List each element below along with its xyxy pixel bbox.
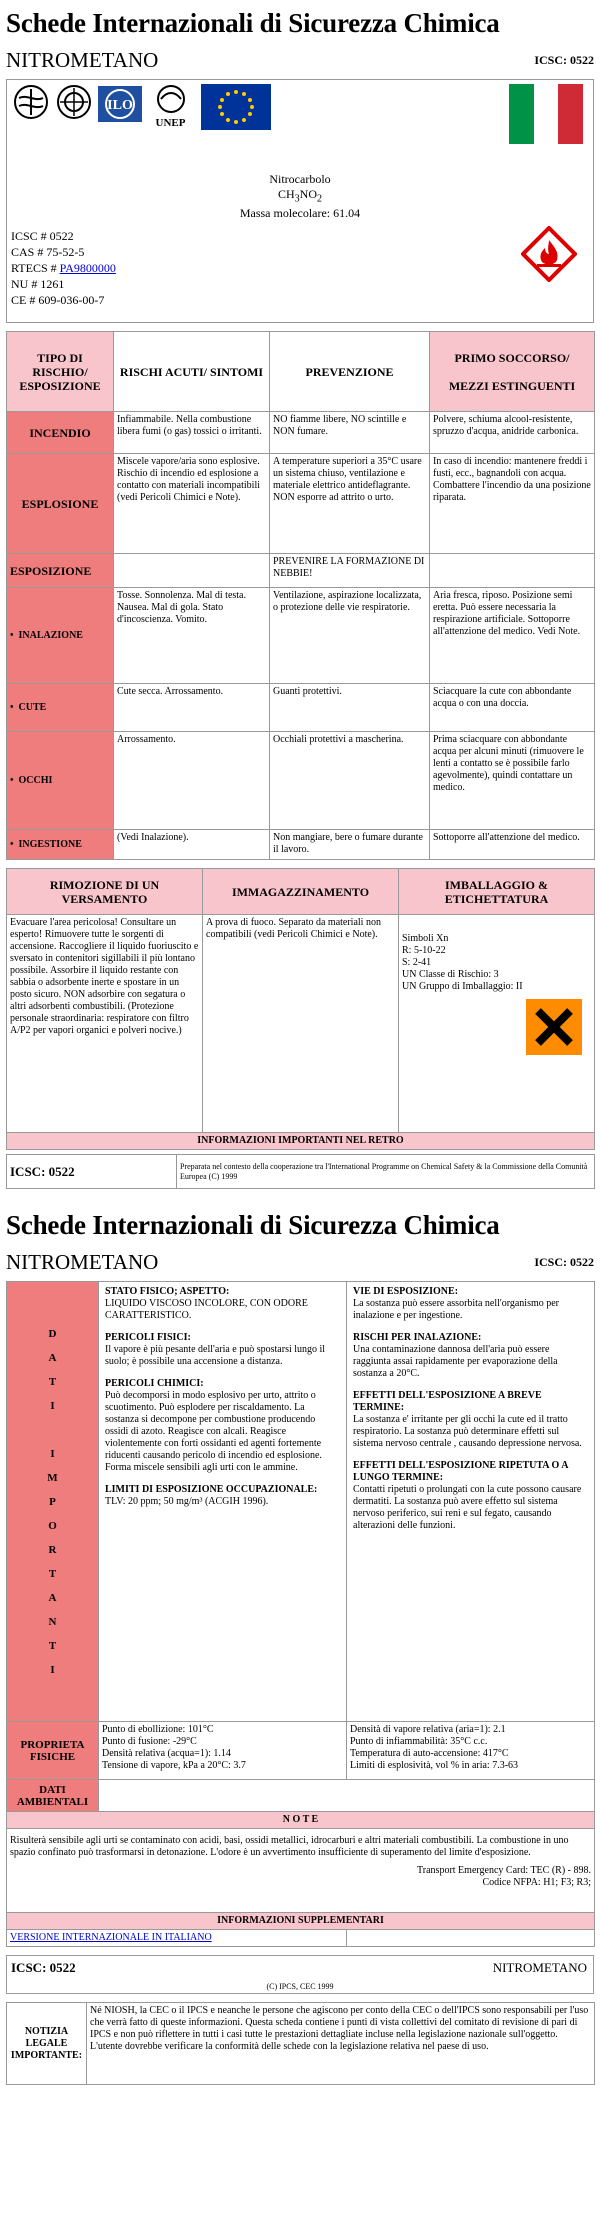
cute-prevention: Guanti protettivi. (270, 684, 430, 732)
unep-label: UNEP (155, 117, 186, 129)
header-spill: RIMOZIONE DI UN VERSAMENTO (7, 869, 203, 915)
row-label-cute: • CUTE (7, 684, 114, 732)
id-numbers (11, 228, 116, 308)
supplementary-empty (347, 1930, 595, 1947)
page2-footer (7, 1956, 594, 1994)
notes-header: N O T E (7, 1812, 595, 1829)
eu-flag-icon (201, 84, 271, 134)
supplementary-header: INFORMAZIONI SUPPLEMENTARI (7, 1913, 595, 1930)
wmo-logo-icon (56, 84, 92, 124)
page2-substance-name: NITROMETANO (6, 1250, 159, 1274)
flammable-pictogram-icon (521, 226, 577, 286)
substance-header (6, 48, 594, 73)
environmental-data-empty (99, 1780, 595, 1812)
chemical-formula: $CH_3NO_2$ (277, 187, 322, 205)
substance-name: NITROMETANO (6, 48, 159, 72)
page2-footer-icsc: ICSC: 0522 (11, 1960, 76, 1975)
tec-card: Transport Emergency Card: TEC (R) - 898. (417, 1865, 591, 1876)
physical-properties-label: PROPRIETA FISICHE (7, 1722, 99, 1780)
italy-flag-icon (509, 84, 583, 148)
unep-logo-icon (149, 84, 193, 129)
molar-mass: Massa molecolare: 61.04 (239, 206, 361, 221)
column-header-type: TIPO DI RISCHIO/ ESPOSIZIONE (7, 332, 114, 412)
cute-first-aid: Sciacquare la cute con abbondante acqua o con una doccia. (430, 684, 595, 732)
page2-title: Schede Internazionali di Sicurezza Chimica (6, 1210, 500, 1240)
packaging-cell (399, 915, 595, 1133)
page-title: Schede Internazionali di Sicurezza Chimica (6, 8, 500, 38)
important-data-table (6, 1281, 595, 1947)
environmental-data-label: DATI AMBIENTALI (7, 1780, 99, 1812)
nfpa-code: Codice NFPA: H1; F3; R3; (482, 1877, 591, 1888)
footer-table (6, 1154, 595, 1189)
info-bar: INFORMAZIONI IMPORTANTI NEL RETRO (7, 1133, 595, 1150)
identity-block (7, 172, 593, 221)
row-label-esplosione: ESPLOSIONE (7, 454, 114, 554)
packaging-lines: Simboli Xn R: 5-10-22 S: 2-41 UN Classe di Rischio: 3 UN Gruppo di Imballaggio: II (402, 933, 523, 992)
important-right-column: VIE DI ESPOSIZIONE: La sostanza può essere assorbita nell'organismo per inalazione e per ingestione. RISCHI PER INALAZIONE: Una contaminazione dannosa dell'aria può essere raggiunta assai rapidamente per evaporazione della sostanza a 20°C. EFFETTI DELL'ESPOSIZIONE A BREVE TERMINE: La sostanza e' irritante per gli occhi la cute ed il tratto respiratorio. La sostanza può determinare effetti sul sistema nervoso centrale , causando depressione nervosa. EFFETTI DELL'ESPOSIZIONE RIPETUTA O A LUNGO TERMINE: Contatti ripetuti o prolungati con la cute possono causare dermatiti. La sostanza può avere effetto sul sistema nervoso periferico, sui reni e sul fegato, causando alterazioni delle funzioni. (347, 1282, 595, 1722)
synonym: Nitrocarbolo (269, 172, 331, 186)
esplosione-prevention: A temperature superiori a 35°C usare un sistema chiuso, ventilazione e materiale elettrico antideflagrante. NON esporre ad attrito o urto. (270, 454, 430, 554)
svg-text:ILO: ILO (107, 98, 133, 113)
hazard-table (6, 331, 595, 860)
important-left-column: STATO FISICO; ASPETTO: LIQUIDO VISCOSO INCOLORE, CON ODORE CARATTERISTICO. PERICOLI FISICI: Il vapore è più pesante dell'aria e può spostarsi lungo il suolo; è possibile una accensione a distanza. PERICOLI CHIMICI: Può decomporsi in modo esplosivo per urto, attrito o scuotimento. Può esplodere per riscaldamento. La sostanza si decompone per combustione producendo ossidi di azoto. Reagisce con alcali. Reagisce violentemente con forti ossidanti ed agenti fortemente riducenti causando pericolo di incendio ed esplosione. Forma miscele sensibili agli urti con le ammine. LIMITI DI ESPOSIZIONE OCCUPAZIONALE: TLV: 20 ppm; 50 mg/m³ (ACGIH 1996). (99, 1282, 347, 1722)
row-label-esposizione: ESPOSIZIONE (7, 554, 114, 588)
esplosione-first-aid: In caso di incendio: mantenere freddi i fusti, ecc., bagnandoli con acqua. Combattere l'incendio da una posizione riparata. (430, 454, 595, 554)
who-logo-icon (13, 84, 49, 124)
incendio-prevention: NO fiamme libere, NO scintille e NON fumare. (270, 412, 430, 454)
occhi-first-aid: Prima sciacquare con abbondante acqua per alcuni minuti (rimuovere le lenti a contatto se è possibile farlo agevolmente), quindi contattare un medico. (430, 732, 595, 830)
incendio-symptoms: Infiammabile. Nella combustione libera fumi (o gas) tossici o irritanti. (114, 412, 270, 454)
legal-notice-label: NOTIZIA LEGALE IMPORTANTE: (7, 2003, 87, 2085)
harmful-xn-pictogram-icon (526, 999, 591, 1059)
inalazione-first-aid: Aria fresca, riposo. Posizione semi eretta. Può essere necessaria la respirazione artificiale. Sottoporre all'attenzione del medico. Vedi Note. (430, 588, 595, 684)
column-header-first-aid: PRIMO SOCCORSO/ MEZZI ESTINGUENTI (430, 332, 595, 412)
row-label-inalazione: • INALAZIONE (7, 588, 114, 684)
ingestione-symptoms: (Vedi Inalazione). (114, 830, 270, 860)
italian-version-link[interactable]: VERSIONE INTERNAZIONALE IN ITALIANO (10, 1932, 212, 1943)
supplementary-link-cell (7, 1930, 347, 1947)
esplosione-symptoms: Miscele vapore/aria sono esplosive. Rischio di incendio ed esplosione a contatto con materiali incompatibili (vedi Pericoli Chimici e Note). (114, 454, 270, 554)
cute-symptoms: Cute secca. Arrossamento. (114, 684, 270, 732)
esposizione-empty-2 (430, 554, 595, 588)
esposizione-empty (114, 554, 270, 588)
header-storage: IMMAGAZZINAMENTO (203, 869, 399, 915)
row-label-incendio: INCENDIO (7, 412, 114, 454)
cas-number: CAS # 75-52-5 (11, 245, 85, 259)
ilo-logo-icon (98, 84, 142, 128)
row-label-ingestione: • INGESTIONE (7, 830, 114, 860)
header-packaging: IMBALLAGGIO & ETICHETTATURA (399, 869, 595, 915)
page-two (6, 1210, 594, 2085)
footer-icsc: ICSC: 0522 (7, 1155, 177, 1189)
ce-number: CE # 609-036-00-7 (11, 293, 105, 307)
physical-properties-left: Punto di ebollizione: 101°C Punto di fusione: -29°C Densità relativa (acqua=1): 1.14 Tensione di vapore, kPa a 20°C: 3.7 (99, 1722, 347, 1780)
column-header-acute: RISCHI ACUTI/ SINTOMI (114, 332, 270, 412)
rtecs-number: RTECS # PA9800000 (11, 261, 116, 275)
legal-notice-table (6, 2002, 595, 2085)
page2-substance-header (6, 1250, 594, 1275)
inalazione-prevention: Ventilazione, aspirazione localizzata, o protezione delle vie respiratorie. (270, 588, 430, 684)
vertical-label-dati-importanti: D A T I I M P O R T A N T I (7, 1282, 99, 1722)
notes-cell (7, 1829, 595, 1913)
storage-table (6, 868, 595, 1150)
copyright: (C) IPCS, CEC 1999 (266, 1982, 334, 1991)
legal-notice-text: Né NIOSH, la CEC o il IPCS e neanche le persone che agiscono per conto della CEC o dell'IPCS sono responsabili per l'uso che verrà fatto di queste informazioni. Questa scheda contiene i punti di vista collettivi del comitato di revisione di pari di IPCS e non può riflettere in tutti i casi tutte le prestazioni dettagliate incluse nella legislazione nazionale sull'oggetto. L'utente dovrebbe verificare la conformità delle schede con la legislazione relativa nel paese di uso. (87, 2003, 595, 2085)
icsc-line: ICSC # 0522 (11, 229, 74, 243)
rtecs-link[interactable]: PA9800000 (59, 261, 116, 275)
spill-text: Evacuare l'area pericolosa! Consultare un esperto! Rimuovere tutte le sorgenti di accensione. Raccogliere il liquido fuoriuscito e sversato in contenitori sigillabili il più lontano possibile. Assorbire il liquido restante con sabbia o adsorbente inerte e spostare in un posto sicuro. NON adsorbire con segatura o altri adsorbenti combustibili. (Protezione personale straordinaria: respiratore con filtro A/P2 per vapori organici e polveri nocive.) (7, 915, 203, 1133)
page2-icsc: ICSC: 0522 (534, 1255, 594, 1269)
storage-text: A prova di fuoco. Separato da materiali non compatibili (vedi Pericoli Chimici e Note). (203, 915, 399, 1133)
physical-properties-right: Densità di vapore relativa (aria=1): 2.1 Punto di infiammabilità: 35°C c.c. Temperatura di auto-accensione: 417°C Limiti di esplosività, vol % in aria: 7.3-63 (347, 1722, 595, 1780)
notes-text: Risulterà sensibile agli urti se contaminato con acidi, basi, ossidi metallici, idrocarburi e altri materiali combustibili. La combustione in uno spazio confinato può trasformarsi in detonazione. L'odore è un avvertimento insufficiente di superamento del limite d'esposizione. (10, 1835, 569, 1858)
ingestione-prevention: Non mangiare, bere o fumare durante il lavoro. (270, 830, 430, 860)
page2-footer-name: NITROMETANO (492, 1960, 587, 1975)
occhi-prevention: Occhiali protettivi a mascherina. (270, 732, 430, 830)
identity-table (6, 79, 594, 323)
nu-number: NU # 1261 (11, 277, 65, 291)
ingestione-first-aid: Sottoporre all'attenzione del medico. (430, 830, 595, 860)
occhi-symptoms: Arrossamento. (114, 732, 270, 830)
page-one (6, 8, 594, 1189)
incendio-first-aid: Polvere, schiuma alcool-resistente, spruzzo d'acqua, anidride carbonica. (430, 412, 595, 454)
column-header-prevention: PREVENZIONE (270, 332, 430, 412)
inalazione-symptoms: Tosse. Sonnolenza. Mal di testa. Nausea. Mal di gola. Stato d'incoscienza. Vomito. (114, 588, 270, 684)
row-label-occhi: • OCCHI (7, 732, 114, 830)
page2-footer-table (6, 1955, 594, 1994)
esposizione-prevention: PREVENIRE LA FORMAZIONE DI NEBBIE! (270, 554, 430, 588)
footer-prepared: Preparata nel contesto della cooperazione tra l'International Programme on Chemical Safety & la Commissione della Comunità Europea (C) 1999 (177, 1155, 595, 1189)
icsc-number: ICSC: 0522 (534, 53, 594, 67)
